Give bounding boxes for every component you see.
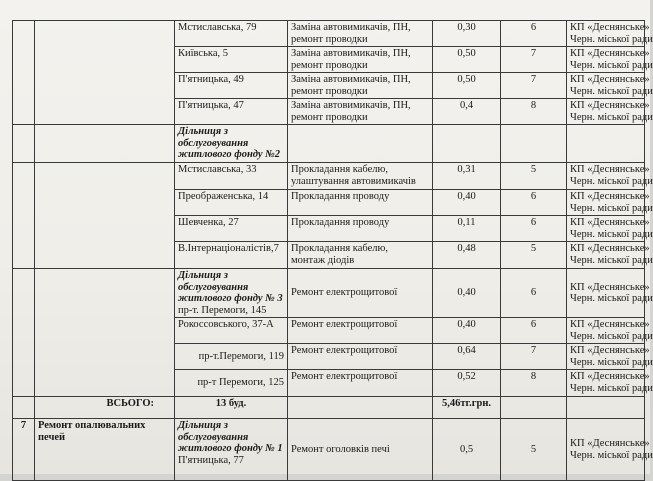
value-cell: 0,50 (433, 73, 501, 99)
value-cell (433, 125, 501, 163)
table-row (13, 269, 645, 318)
org-cell: КП «Деснянське» Черн. міської ради (567, 47, 645, 73)
work-cell: Заміна автовимикачів, ПН, ремонт проводки (288, 99, 433, 125)
title-cell (35, 163, 175, 269)
qty-cell: 8 (501, 370, 567, 397)
total-row (13, 397, 645, 419)
value-cell: 0,40 (433, 269, 501, 318)
work-cell: Прокладання кабелю, монтаж діодів (288, 242, 433, 269)
address-cell: Шевченка, 27 (175, 216, 288, 242)
works-table (12, 20, 653, 481)
org-cell: КП «Деснянське» Черн. міської ради (567, 163, 645, 190)
qty-cell: 6 (501, 21, 567, 47)
total-value: 5,46тг.грн. (433, 397, 501, 419)
value-cell: 0,31 (433, 163, 501, 190)
address-cell: В.Інтернаціоналістів,7 (175, 242, 288, 269)
work-cell: Прокладання кабелю, улаштування автовимикачів (288, 163, 433, 190)
address-cell: Рокоссовського, 37-А (175, 318, 288, 344)
work-cell: Прокладання проводу (288, 190, 433, 216)
value-cell: 0,11 (433, 216, 501, 242)
title-cell (35, 269, 175, 397)
work-cell: Ремонт електрощитової (288, 344, 433, 370)
org-cell: КП «Деснянське» Черн. міської ради (567, 216, 645, 242)
value-cell: 0,40 (433, 318, 501, 344)
title-cell (35, 21, 175, 125)
org-cell: КП «Деснянське» Черн. міської ради (567, 318, 645, 344)
work-cell: Ремонт електрощитової (288, 370, 433, 397)
value-cell: 0,48 (433, 242, 501, 269)
value-cell: 0,30 (433, 21, 501, 47)
org-cell: КП «Деснянське» Черн. міської ради (567, 242, 645, 269)
qty-cell: 6 (501, 318, 567, 344)
row-number-cell (13, 21, 35, 125)
org-cell: КП «Деснянське» Черн. міської ради (567, 419, 645, 481)
qty-cell: 5 (501, 419, 567, 481)
value-cell: 0,40 (433, 190, 501, 216)
qty-cell: 6 (501, 190, 567, 216)
org-cell: КП «Деснянське» Черн. міської ради (567, 190, 645, 216)
work-cell: Заміна автовимикачів, ПН, ремонт проводки (288, 73, 433, 99)
qty-cell: 8 (501, 99, 567, 125)
qty-cell (501, 397, 567, 419)
address-cell: пр-т.Перемоги, 119 (175, 344, 288, 370)
org-cell (567, 125, 645, 163)
row-number-cell (13, 269, 35, 397)
work-cell: Прокладання проводу (288, 216, 433, 242)
district-heading: Дільниця з обслуговування житлового фонду №2 (175, 125, 288, 163)
value-cell: 0,5 (433, 419, 501, 481)
row-number-cell (13, 397, 35, 419)
org-cell: КП «Деснянське» Черн. міської ради (567, 99, 645, 125)
qty-cell: 5 (501, 163, 567, 190)
table-row (13, 419, 645, 481)
district-address-cell: Дільниця з обслуговування житлового фонду № 1 П'ятницька, 77 (175, 419, 288, 481)
table-row (13, 163, 645, 190)
district-address-cell: Дільниця з обслуговування житлового фонду № 3 пр-т. Перемоги, 145 (175, 269, 288, 318)
org-cell: КП «Деснянське» Черн. міської ради (567, 73, 645, 99)
address-cell: Преображенська, 14 (175, 190, 288, 216)
title-cell (35, 125, 175, 163)
work-cell: Заміна автовимикачів, ПН, ремонт проводки (288, 47, 433, 73)
work-cell: Ремонт оголовків печі (288, 419, 433, 481)
value-cell: 0,4 (433, 99, 501, 125)
org-cell: КП «Деснянське» Черн. міської ради (567, 269, 645, 318)
org-cell: КП «Деснянське» Черн. міської ради (567, 370, 645, 397)
org-cell: КП «Деснянське» Черн. міської ради (567, 344, 645, 370)
table-row (13, 125, 645, 163)
row-number-cell (13, 125, 35, 163)
org-cell: КП «Деснянське» Черн. міської ради (567, 21, 645, 47)
qty-cell (501, 125, 567, 163)
total-count: 13 буд. (175, 397, 288, 419)
qty-cell: 5 (501, 242, 567, 269)
work-cell: Ремонт електрощитової (288, 318, 433, 344)
qty-cell: 6 (501, 269, 567, 318)
work-cell (288, 125, 433, 163)
address-cell: П'ятницька, 49 (175, 73, 288, 99)
qty-cell: 7 (501, 47, 567, 73)
org-cell (567, 397, 645, 419)
work-cell: Заміна автовимикачів, ПН, ремонт проводки (288, 21, 433, 47)
qty-cell: 7 (501, 344, 567, 370)
value-cell: 0,52 (433, 370, 501, 397)
address-cell: Мстиславська, 79 (175, 21, 288, 47)
table-row (13, 21, 645, 47)
work-cell: Ремонт електрощитової (288, 269, 433, 318)
row-number-cell (13, 163, 35, 269)
work-cell (288, 397, 433, 419)
qty-cell: 7 (501, 73, 567, 99)
qty-cell: 6 (501, 216, 567, 242)
row-number-cell: 7 (13, 419, 35, 481)
total-label: ВСЬОГО: (35, 397, 175, 419)
address-cell: Київська, 5 (175, 47, 288, 73)
value-cell: 0,50 (433, 47, 501, 73)
value-cell: 0,64 (433, 344, 501, 370)
section-title: Ремонт опалювальних печей (35, 419, 175, 481)
address-cell: П'ятницька, 47 (175, 99, 288, 125)
address-cell: пр-т Перемоги, 125 (175, 370, 288, 397)
address-cell: Мстиславська, 33 (175, 163, 288, 190)
